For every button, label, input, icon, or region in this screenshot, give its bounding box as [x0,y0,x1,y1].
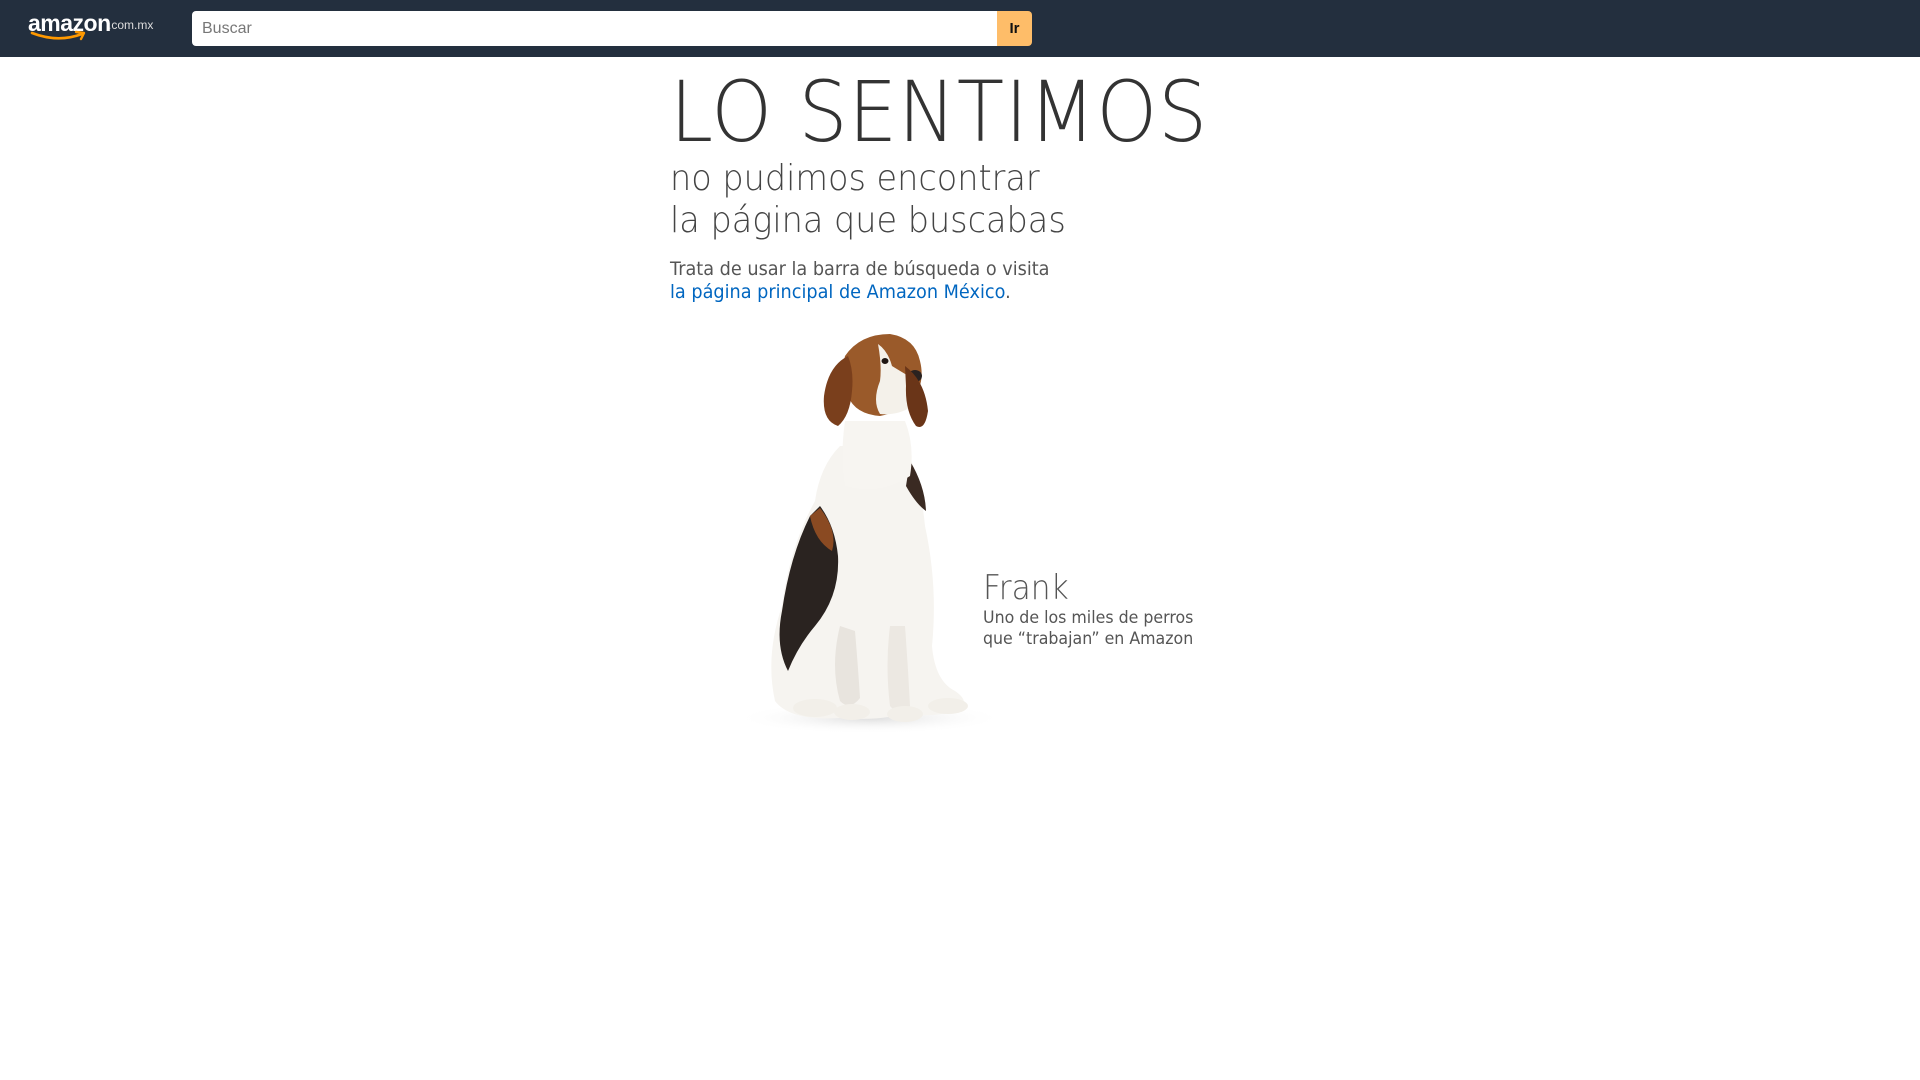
help-period: . [1005,281,1011,303]
search-bar [192,11,1032,46]
dog-caption [983,568,1243,650]
subtitle-line-2: la página que buscabas [670,200,1066,241]
beagle-dog-image [720,326,1020,736]
dog-caption-line-2: que “trabajan” en Amazon [983,629,1194,649]
logo-tld: .com.mx [108,18,154,32]
subtitle-line-1: no pudimos encontrar [670,158,1040,199]
smile-arrow-icon [30,30,90,42]
help-link-line [670,281,1191,304]
search-submit-button[interactable]: Ir [997,11,1032,46]
help-text-line: Trata de usar la barra de búsqueda o visita [670,258,1050,280]
help-text [670,258,1191,304]
amazon-logo[interactable] [28,10,158,44]
page-title: LO SENTIMOS [670,63,1209,161]
amazon-mexico-home-link[interactable]: la página principal de Amazon México [670,281,1006,303]
dog-caption-line-1: Uno de los miles de perros [983,608,1194,628]
dog-name: Frank [983,568,1069,608]
search-input[interactable] [192,11,997,46]
error-subtitle [670,158,1191,242]
logo-wordmark: amazon [28,10,111,36]
top-navigation-bar [0,0,1920,57]
error-message-section [670,63,1230,304]
